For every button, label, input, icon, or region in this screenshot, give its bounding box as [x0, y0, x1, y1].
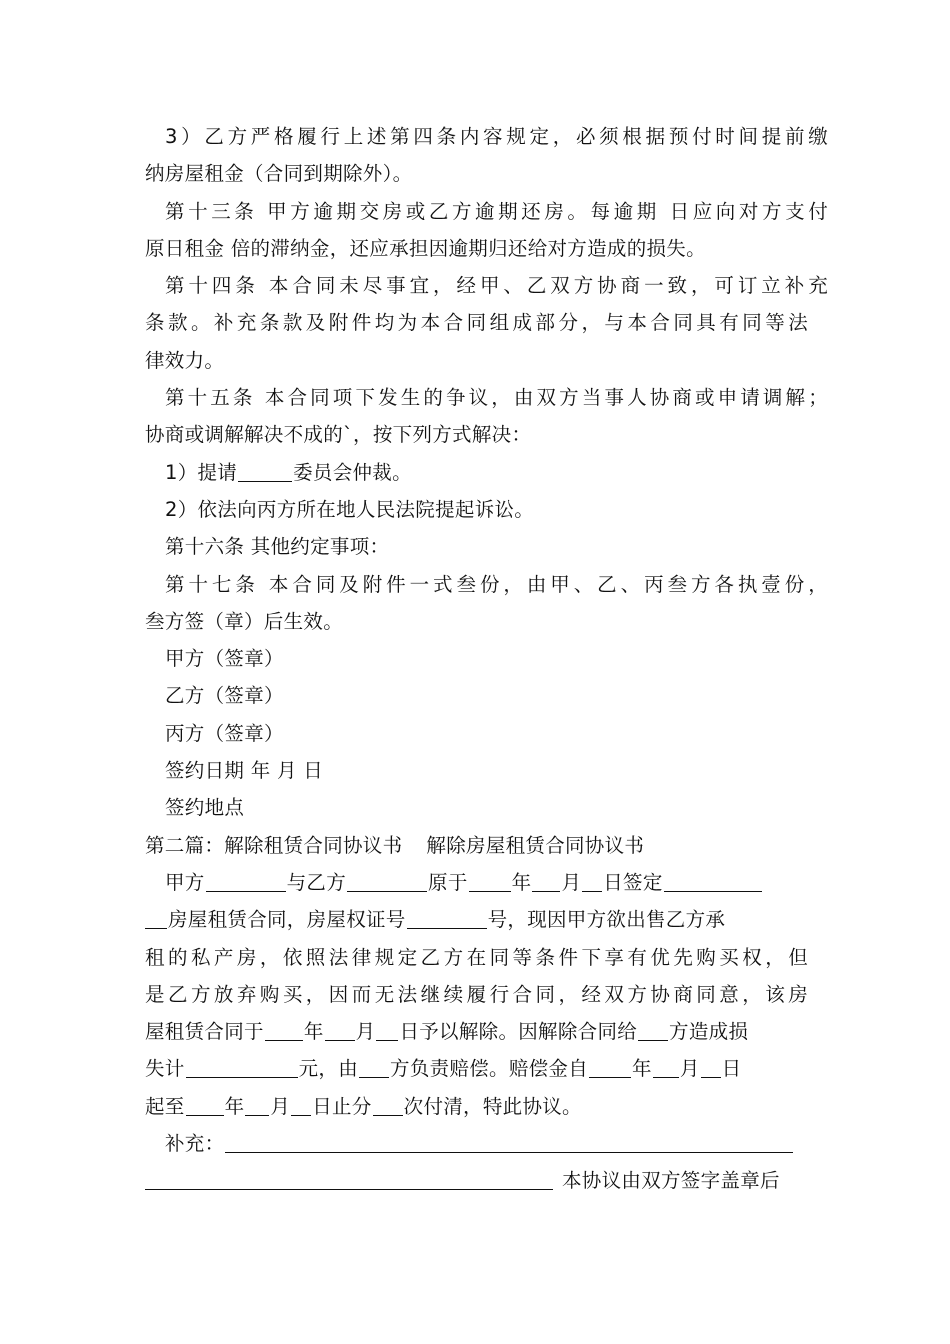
blank-underline	[664, 869, 762, 892]
blank-underline	[225, 1130, 793, 1153]
clause-17-line: 叁方签（章）后生效。	[145, 609, 344, 633]
blank-underline	[245, 1093, 269, 1116]
agreement-line: 租的私产房，依照法律规定乙方在同等条件下享有优先购买权，但	[145, 945, 808, 969]
blank-underline	[206, 869, 286, 892]
text: 月	[679, 1057, 700, 1081]
blank-underline	[265, 1018, 303, 1041]
clause-14-line: 律效力。	[145, 348, 225, 372]
text: 起至	[145, 1094, 185, 1118]
text: 日止分	[312, 1094, 372, 1118]
blank-underline	[359, 1055, 389, 1078]
text: 日予以解除。因解除合同给	[399, 1020, 638, 1044]
party-a-signature: 甲方（签章）	[165, 647, 284, 671]
blank-underline	[469, 869, 511, 892]
blank-underline	[638, 1018, 668, 1041]
blank-underline	[589, 1055, 631, 1078]
blank-underline	[376, 1018, 398, 1041]
text: 年	[224, 1094, 245, 1118]
blank-underline	[186, 1093, 224, 1116]
party-b-signature: 乙方（签章）	[165, 684, 284, 708]
signing-place: 签约地点	[165, 796, 245, 820]
text: 号，现因甲方欲出售乙方承	[487, 908, 726, 932]
blank-underline	[653, 1055, 679, 1078]
blank-underline	[325, 1018, 355, 1041]
text: 失计	[145, 1057, 185, 1081]
text: 月	[561, 870, 582, 894]
agreement-line	[145, 864, 808, 901]
clause-16-line: 第十六条 其他约定事项：	[165, 535, 390, 559]
text: 元，由	[298, 1057, 359, 1081]
agreement-line	[145, 1013, 808, 1050]
text: 屋租赁合同于	[145, 1020, 264, 1044]
supplement-line	[145, 1162, 808, 1199]
text: 房屋租赁合同，房屋权证号	[168, 908, 406, 932]
signing-date: 签约日期 年 月 日	[165, 759, 324, 783]
supplement-label: 补充：	[165, 1132, 225, 1156]
text: 甲方	[165, 870, 205, 894]
blank-underline	[701, 1055, 721, 1078]
text: 本协议由双方签字盖章后	[562, 1169, 780, 1193]
clause-15-line: 第十五条 本合同项下发生的争议，由双方当事人协商或申请调解；	[165, 386, 828, 410]
supplement-line	[145, 1125, 808, 1162]
text: 次付清，特此协议。	[403, 1094, 582, 1118]
text: 方造成损	[669, 1020, 749, 1044]
blank-underline	[582, 869, 602, 892]
section-title: 第二篇：解除租赁合同协议书	[145, 833, 403, 857]
text: 年	[511, 870, 532, 894]
blank-underline	[347, 869, 427, 892]
blank-underline	[291, 1093, 311, 1116]
clause-line: 纳房屋租金（合同到期除外）。	[145, 162, 413, 186]
document-page	[145, 118, 828, 1200]
clause-14-line: 条款。补充条款及附件均为本合同组成部分，与本合同具有同等法	[145, 311, 808, 335]
agreement-line	[145, 1050, 808, 1087]
clause-line: 3）乙方严格履行上述第四条内容规定，必须根据预付时间提前缴	[165, 125, 828, 148]
blank-underline	[532, 869, 560, 892]
section-heading	[145, 827, 808, 864]
blank-underline	[145, 1167, 553, 1190]
text: 年	[303, 1020, 324, 1044]
text: 日	[721, 1057, 742, 1081]
agreement-line: 是乙方放弃购买，因而无法继续履行合同，经双方协商同意，该房	[145, 982, 808, 1006]
text: 年	[632, 1057, 652, 1081]
blank-underline	[373, 1093, 403, 1116]
clause-15-line: 协商或调解解决不成的`，按下列方式解决：	[145, 423, 532, 447]
text: 方负责赔偿。赔偿金自	[390, 1057, 589, 1081]
clause-13-line: 原日租金 倍的滞纳金，还应承担因逾期归还给对方造成的损失。	[145, 236, 706, 260]
agreement-line	[145, 901, 808, 938]
text: 日签定	[603, 870, 663, 894]
text: 月	[270, 1094, 291, 1118]
agreement-title: 解除房屋租赁合同协议书	[426, 833, 645, 857]
text: 原于	[428, 870, 468, 894]
text: 月	[355, 1020, 376, 1044]
blank-underline	[186, 1055, 298, 1078]
clause-17-line: 第十七条 本合同及附件一式叁份，由甲、乙、丙叁方各执壹份，	[165, 572, 828, 596]
arbitration-prefix: 1）提请	[165, 460, 238, 484]
litigation-option: 2）依法向丙方所在地人民法院提起诉讼。	[165, 497, 535, 521]
agreement-line	[145, 1088, 808, 1125]
clause-13-line: 第十三条 甲方逾期交房或乙方逾期还房。每逾期 日应向对方支付	[165, 199, 828, 223]
blank-underline	[407, 906, 487, 929]
blank-underline	[145, 906, 167, 929]
text: 与乙方	[286, 870, 347, 894]
clause-14-line: 第十四条 本合同未尽事宜，经甲、乙双方协商一致，可订立补充	[165, 274, 828, 298]
blank-underline	[238, 459, 292, 482]
arbitration-suffix: 委员会仲裁。	[293, 460, 412, 484]
arbitration-option	[145, 454, 808, 491]
party-c-signature: 丙方（签章）	[165, 721, 284, 745]
